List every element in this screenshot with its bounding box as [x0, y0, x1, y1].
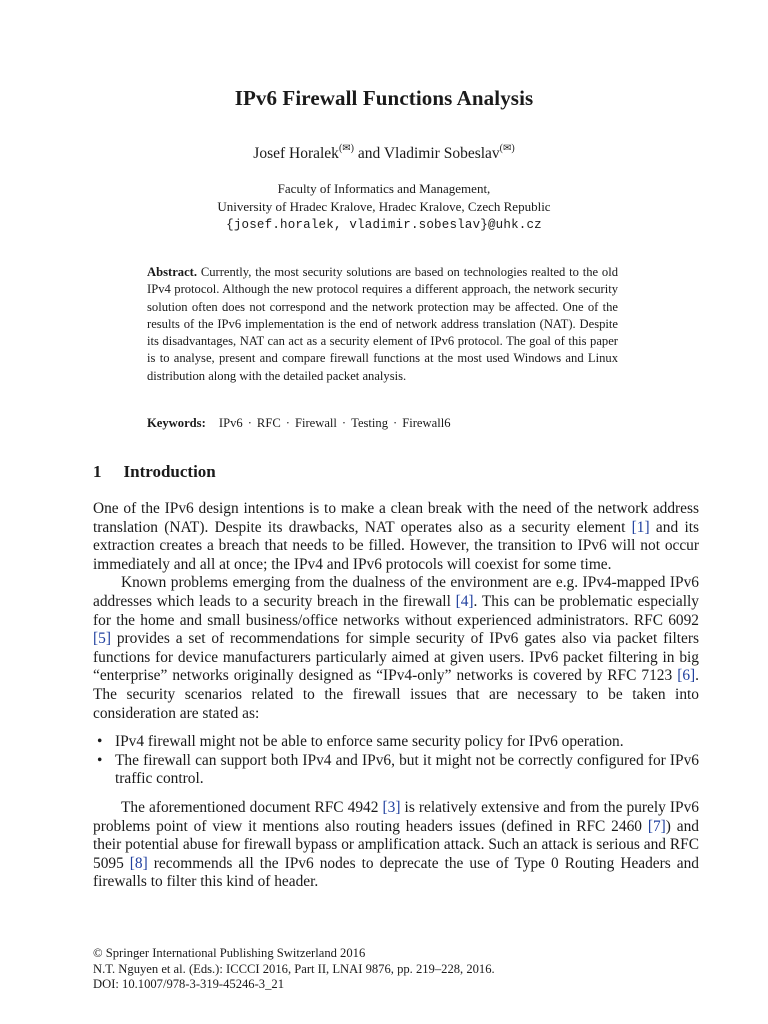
- keyword-separator: ·: [393, 416, 398, 430]
- keyword-separator: ·: [247, 416, 252, 430]
- abstract-text: Currently, the most security solutions are based on technologies realted to the old IPv4 protocol. Although the new protocol requires a different approach, the network security solution often does not correspond and the network protection may be affected. One of the results of the IPv6 implementation is the end of network address translation (NAT). Despite its disadvantages, NAT can act as a security element of IPv6 protocol. The goal of this paper is to analyse, present and compare firewall functions at the most used Windows and Linux distribution along with the detailed packet analysis.: [147, 265, 618, 383]
- paper-title: IPv6 Firewall Functions Analysis: [234, 86, 534, 110]
- author-line: [0, 144, 768, 163]
- keyword-item: RFC: [256, 416, 281, 430]
- paragraph-text: is relatively extensive and from the purely IPv6 problems point of view it mentions also routing headers issues (defined in RFC 2460: [93, 798, 699, 835]
- section-title: Introduction: [123, 462, 216, 481]
- bullet-list: [93, 733, 699, 789]
- section-number: 1: [93, 462, 102, 481]
- list-item-text: The firewall can support both IPv4 and IPv6, but it might not be correctly configured for IPv6 traffic control.: [115, 751, 699, 788]
- paragraph-text: . This can be problematic especially for the home and small business/office networks without experienced administrators. RFC 6092: [93, 592, 700, 629]
- bullet-icon: •: [97, 751, 103, 769]
- paragraph-text: recommends all the IPv6 nodes to deprecate the use of Type 0 Routing Headers and firewalls to filter this kind of header.: [93, 854, 699, 891]
- mail-icon[interactable]: (✉): [499, 143, 515, 154]
- citation-link[interactable]: [6]: [677, 667, 696, 685]
- citation-link[interactable]: [3]: [382, 798, 401, 816]
- citation-link[interactable]: [5]: [93, 630, 111, 648]
- author-connector: and: [357, 145, 381, 163]
- paragraph-text: Known problems emerging from the dualness of the environment are e.g. IPv4-mapped IPv6 addresses which leads to a security breach in the firewall: [93, 574, 699, 610]
- author-email[interactable]: {josef.horalek, vladimir.sobeslav}@uhk.cz: [226, 218, 542, 232]
- affiliation-line-2: University of Hradec Kralove, Hradec Kralove, Czech Republic: [217, 199, 551, 214]
- author-1-name: Josef Horalek: [253, 145, 339, 163]
- paragraph: [93, 574, 699, 723]
- paragraph: [93, 500, 699, 574]
- abstract: [147, 264, 618, 385]
- doi-line[interactable]: DOI: 10.1007/978-3-319-45246-3_21: [93, 977, 284, 991]
- paragraph: [93, 799, 699, 892]
- abstract-label: Abstract.: [147, 265, 198, 279]
- keyword-item: Testing: [351, 416, 389, 430]
- paragraph-text: ) and their potential abuse for firewall bypass or amplification attack. Such an attack is serious and RFC 5095: [93, 817, 699, 872]
- affiliation-line-1: Faculty of Informatics and Management,: [277, 181, 491, 196]
- bullet-icon: •: [97, 733, 103, 751]
- section-heading: [93, 462, 216, 482]
- keyword-item: IPv6: [218, 416, 243, 430]
- paragraph-text: The aforementioned document RFC 4942: [121, 798, 383, 816]
- citation-link[interactable]: [4]: [455, 592, 474, 610]
- citation-line: N.T. Nguyen et al. (Eds.): ICCCI 2016, Part II, LNAI 9876, pp. 219–228, 2016.: [93, 961, 495, 976]
- paragraph-text: and its extraction creates a breach that needs to be filled. However, the transition to IPv6 will not occur immediately and all at once; the IPv4 and IPv6 protocols will coexist for some time.: [93, 518, 699, 573]
- paragraph-text: . The security scenarios related to the firewall issues that are necessary to be taken into consideration are stated as:: [93, 667, 699, 722]
- keyword-item: Firewall6: [402, 416, 451, 430]
- copyright-line: © Springer International Publishing Switzerland 2016: [93, 946, 366, 960]
- paragraph-text: One of the IPv6 design intentions is to make a clean break with the need of the network address translation (NAT). Despite its drawbacks, NAT operates also as a security element: [93, 500, 699, 536]
- citation-link[interactable]: [7]: [647, 817, 666, 835]
- keywords: [147, 416, 618, 431]
- copyright-footer: [93, 946, 699, 993]
- affiliation: [0, 180, 768, 234]
- keywords-label: Keywords:: [147, 416, 206, 430]
- list-item: [93, 752, 699, 789]
- citation-link[interactable]: [1]: [631, 518, 650, 536]
- paragraph-text: provides a set of recommendations for simple security of IPv6 gates also via packet filters functions for device manufacturers particularly aimed at given users. IPv6 packet filtering in big “enterprise” networks originally designed as “IPv4-only” networks is covered by RFC 7123: [93, 630, 699, 685]
- keyword-separator: ·: [285, 416, 290, 430]
- mail-icon[interactable]: (✉): [338, 143, 354, 154]
- keyword-separator: ·: [341, 416, 347, 430]
- list-item: [93, 733, 699, 752]
- keyword-item: Firewall: [294, 416, 337, 430]
- author-2-name: Vladimir Sobeslav: [383, 145, 500, 163]
- citation-link[interactable]: [8]: [129, 854, 148, 872]
- section-body: [93, 500, 699, 892]
- list-item-text: IPv4 firewall might not be able to enforce same security policy for IPv6 operation.: [115, 733, 624, 751]
